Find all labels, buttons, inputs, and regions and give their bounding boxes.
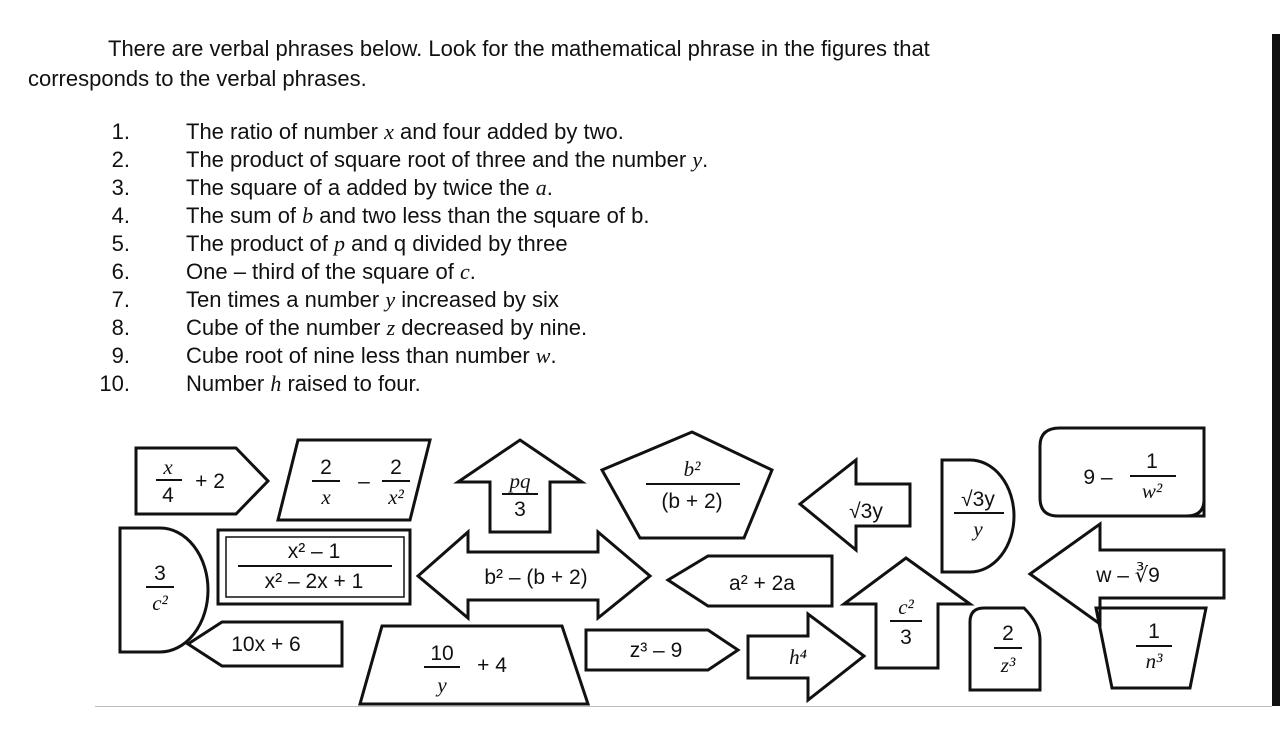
fraction-numerator: 2 <box>320 456 332 479</box>
item-number: 1. <box>111 119 130 144</box>
item-variable: p <box>333 231 345 256</box>
fraction-numerator: 3 <box>154 562 166 585</box>
item-variable: w <box>535 343 551 368</box>
fraction-numerator: b² <box>683 457 701 481</box>
figure-2-over-z3[interactable] <box>970 608 1040 690</box>
fraction-numerator: 1 <box>1146 450 1158 473</box>
figure-term: + 2 <box>195 470 225 493</box>
item-text: The ratio of number <box>186 119 385 144</box>
fraction-numerator: x² – 1 <box>287 540 341 563</box>
item-text: The product of <box>186 231 334 256</box>
item-number: 2. <box>111 147 130 172</box>
item-text: Ten times a number <box>186 287 386 312</box>
instructions-line-2: corresponds to the verbal phrases. <box>28 66 367 91</box>
figure-expression: √3y <box>849 500 883 523</box>
fraction-denominator: y <box>437 673 447 697</box>
item-text: Number <box>186 371 271 396</box>
item-text-end: raised to four. <box>281 371 421 396</box>
item-variable: a <box>535 175 547 200</box>
fraction-denominator: 3 <box>900 626 912 649</box>
fraction-denominator: z³ <box>1000 653 1016 677</box>
fraction-numerator: 10 <box>430 642 454 665</box>
item-text-end: . <box>469 259 476 284</box>
item-number: 5. <box>111 231 130 256</box>
item-text-end: decreased by nine. <box>395 315 588 340</box>
item-variable: h <box>270 371 282 396</box>
fraction-denominator: w² <box>1141 479 1163 503</box>
item-variable: c <box>459 259 470 284</box>
fraction-denominator: x² <box>388 485 404 509</box>
figure-term: 9 – <box>1083 466 1113 489</box>
item-text-end: and two less than the square of b. <box>313 203 650 228</box>
item-text: One – third of the square of <box>186 259 460 284</box>
figure-expression: b² – (b + 2) <box>484 566 588 589</box>
fraction-denominator: x <box>321 485 331 509</box>
figure-10-over-y-plus-4[interactable] <box>360 626 588 704</box>
item-text: Cube of the number <box>186 315 387 340</box>
item-text-end: and q divided by three <box>344 231 568 256</box>
item-variable: z <box>386 315 396 340</box>
figure-b2-minus-b-plus-2[interactable] <box>418 532 650 618</box>
figure-expression: a² + 2a <box>729 572 795 595</box>
fraction-numerator: c² <box>898 595 914 619</box>
item-text-end: . <box>550 343 557 368</box>
item-text-end: . <box>702 147 709 172</box>
figure-1-over-n3[interactable] <box>1096 608 1206 688</box>
fraction-numerator: 1 <box>1148 620 1160 643</box>
fraction-numerator: √3y <box>961 488 995 511</box>
figure-b2-over-b-plus-2[interactable] <box>602 432 772 538</box>
instructions-line-1: There are verbal phrases below. Look for the mathematical phrase in the figures that <box>108 36 930 61</box>
item-text-end: . <box>546 175 553 200</box>
figure-10x-plus-6[interactable] <box>188 622 342 666</box>
item-number: 9. <box>111 343 130 368</box>
page-edge-bar <box>1272 34 1280 706</box>
figure-x-over-4-plus-2[interactable] <box>136 448 268 514</box>
fraction-numerator: x <box>163 455 173 479</box>
page-bottom-rule <box>95 706 1272 707</box>
figure-expression: 10x + 6 <box>231 633 301 656</box>
item-number: 6. <box>111 259 130 284</box>
fraction-denominator: (b + 2) <box>661 490 723 513</box>
item-text: The sum of <box>186 203 303 228</box>
fraction-denominator: y <box>973 517 983 541</box>
figure-c2-over-3[interactable] <box>844 558 970 668</box>
figure-expression: z³ – 9 <box>629 639 683 662</box>
figure-expression: h⁴ <box>789 645 807 669</box>
item-variable: y <box>385 287 396 312</box>
item-text: The square of a added by twice the <box>186 175 536 200</box>
fraction-denominator: n³ <box>1145 649 1163 673</box>
item-number: 10. <box>99 371 130 396</box>
figure-rational-expression[interactable] <box>218 530 410 604</box>
figure-sqrt-3y-over-y[interactable] <box>942 460 1014 572</box>
fraction-numerator: pq <box>509 469 531 493</box>
figure-2-over-x-minus-2-over-x2[interactable] <box>278 440 430 520</box>
item-number: 8. <box>111 315 130 340</box>
item-number: 7. <box>111 287 130 312</box>
figure-pq-over-3[interactable] <box>458 440 582 532</box>
fraction-denominator: x² – 2x + 1 <box>264 570 364 593</box>
fraction-denominator: 3 <box>514 498 526 521</box>
item-variable: y <box>692 147 703 172</box>
fraction-numerator: 2 <box>390 456 402 479</box>
item-text: The product of square root of three and the number <box>186 147 693 172</box>
item-variable: x <box>384 119 394 144</box>
fraction-numerator: 2 <box>1002 622 1014 645</box>
item-text-end: and four added by two. <box>393 119 624 144</box>
item-text: Cube root of nine less than number <box>186 343 536 368</box>
figure-z3-minus-9[interactable] <box>586 630 738 670</box>
figure-h4[interactable] <box>748 614 864 700</box>
fraction-denominator: 4 <box>162 484 174 507</box>
figure-expression: w – ∛9 <box>1096 564 1160 587</box>
figure-3-over-c2[interactable] <box>120 528 208 652</box>
figure-a2-plus-2a[interactable] <box>668 556 832 606</box>
item-variable: b <box>302 203 314 228</box>
item-number: 4. <box>111 203 130 228</box>
figure-operator: – <box>358 470 370 493</box>
figure-sqrt-3y[interactable] <box>800 460 910 550</box>
item-text-end: increased by six <box>395 287 559 312</box>
fraction-denominator: c² <box>152 591 168 615</box>
item-number: 3. <box>111 175 130 200</box>
figure-9-minus-1-over-w2[interactable] <box>1040 428 1204 516</box>
figure-term: + 4 <box>477 654 507 677</box>
